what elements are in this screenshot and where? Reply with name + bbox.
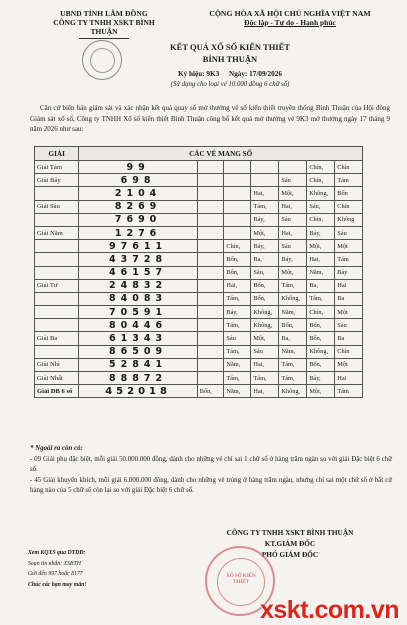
digit-word [197, 332, 224, 345]
prize-name [35, 240, 79, 253]
col-numbers-header: CÁC VÉ MANG SỐ [79, 147, 363, 161]
prize-name: Giải Sáu [35, 200, 79, 213]
digit-word: Chín, [307, 174, 335, 187]
digit-word: Hai, [307, 253, 335, 266]
digit-word: Sáu [224, 332, 251, 345]
intro-paragraph: Căn cứ biên bản giám sát và xác nhận kết quả quay số mở thưởng vé số kiến thiết truyền thống Bình Thuận của Hội đồng Giám sát xổ số, Công ty TNHH Xổ số kiến thiết Bình Thuận công bố kết quả mở thưởng vé 9K3 mở thưởng ngày 17 tháng 9 năm 2026 như sau: [30, 104, 390, 133]
digit-word [251, 174, 279, 187]
digit-word: Bảy, [307, 226, 335, 239]
prize-name [35, 253, 79, 266]
winning-number: 452018 [79, 385, 197, 398]
digit-word: Năm, [224, 358, 251, 371]
digit-word: Ba, [279, 332, 307, 345]
digit-word: Không, [279, 292, 307, 305]
winning-number: 97611 [79, 240, 197, 253]
digit-word: Bốn, [307, 332, 335, 345]
draw-date: Ngày: 17/09/2026 [229, 70, 282, 78]
digit-word: Bốn, [251, 292, 279, 305]
digit-word [224, 174, 251, 187]
winning-number: 7690 [79, 213, 197, 226]
digit-word: Tám, [307, 292, 335, 305]
digit-word [197, 345, 224, 358]
digit-word: Tám, [224, 319, 251, 332]
digit-word [197, 372, 224, 385]
issuer-line2: CÔNG TY TNHH XSKT BÌNH THUẬN [53, 18, 155, 36]
winning-number: 2104 [79, 187, 197, 200]
issuer-header [44, 9, 164, 39]
table-row [35, 240, 363, 253]
digit-word: Năm, [307, 266, 335, 279]
digit-word: Một, [307, 385, 335, 398]
winning-number: 1276 [79, 226, 197, 239]
digit-word: Hai, [279, 200, 307, 213]
table-row [35, 174, 363, 187]
national-motto-line2: Độc lập - Tự do - Hạnh phúc [244, 18, 336, 27]
digit-word: Tám, [251, 200, 279, 213]
digit-word: Chín [335, 161, 363, 174]
additional-heading: * Ngoài ra còn có: [30, 445, 83, 452]
winning-number: 24832 [79, 279, 197, 292]
digit-word [197, 306, 224, 319]
digit-word: Bốn, [224, 253, 251, 266]
sms-line3: Gửi đến 997 hoặc 8177 [28, 571, 83, 577]
winning-number: 70591 [79, 306, 197, 319]
prize-name: Giải Năm [35, 226, 79, 239]
digit-word: Ba, [251, 253, 279, 266]
digit-word [197, 253, 224, 266]
additional-prize-2: - 45 Giải khuyến khích, mỗi giải 6.000.000 đồng, dành cho những vé trúng ở hàng trăm ngàn, nhưng chỉ sai một chữ số ở bất cứ hàng nào của 5 chữ số còn lại so với giải Đặc biệt 6 chữ số. [30, 476, 392, 494]
issuer-line1: UBND TỈNH LÂM ĐỒNG [60, 9, 148, 18]
digit-word [197, 161, 224, 174]
digit-word: Chín [335, 200, 363, 213]
digit-word: Bảy, [224, 306, 251, 319]
winning-number: 698 [79, 174, 197, 187]
prize-name [35, 292, 79, 305]
digit-word: Không, [307, 187, 335, 200]
digit-word [224, 226, 251, 239]
digit-word [224, 200, 251, 213]
digit-word: Tám, [279, 372, 307, 385]
digit-word: Tám [335, 253, 363, 266]
ticket-meta [120, 70, 340, 78]
digit-word: Hai, [251, 358, 279, 371]
digit-word: Một, [251, 226, 279, 239]
digit-word [197, 187, 224, 200]
digit-word: Tám, [251, 372, 279, 385]
sign-role2: PHÓ GIÁM ĐỐC [261, 550, 319, 559]
digit-word: Tám, [224, 292, 251, 305]
table-row [35, 385, 363, 398]
table-row [35, 266, 363, 279]
digit-word: Hai, [279, 226, 307, 239]
digit-word: Ba [335, 332, 363, 345]
prize-name [35, 345, 79, 358]
document-title [120, 41, 340, 65]
digit-word: Bốn, [307, 358, 335, 371]
digit-word: Chín, [307, 306, 335, 319]
digit-word [197, 358, 224, 371]
digit-word: Năm, [279, 345, 307, 358]
table-header [35, 147, 363, 161]
digit-word: Sáu [335, 226, 363, 239]
table-row [35, 213, 363, 226]
digit-word [197, 319, 224, 332]
digit-word [251, 161, 279, 174]
digit-word: Tám, [279, 279, 307, 292]
digit-word [224, 161, 251, 174]
digit-word [197, 200, 224, 213]
digit-word: Một, [307, 240, 335, 253]
digit-word: Bốn, [251, 279, 279, 292]
sign-role1: KT.GIÁM ĐỐC [264, 539, 316, 548]
digit-word: Một, [251, 332, 279, 345]
digit-word: Sáu [279, 213, 307, 226]
sms-line1: Xem KQXS qua DTDĐ: [28, 550, 86, 556]
national-motto-line1: CỘNG HÒA XÃ HỘI CHỦ NGHĨA VIỆT NAM [209, 9, 371, 18]
prize-name: Giải Tư [35, 279, 79, 292]
digit-word: Một, [279, 187, 307, 200]
digit-word: Chín [335, 345, 363, 358]
digit-word [197, 240, 224, 253]
digit-word: Hai [335, 372, 363, 385]
prize-name: Giải Nhì [35, 358, 79, 371]
digit-word: Hai, [224, 279, 251, 292]
digit-word: Bảy, [251, 213, 279, 226]
winning-number: 99 [79, 161, 197, 174]
digit-word: Không [335, 213, 363, 226]
prize-name [35, 306, 79, 319]
digit-word: Bảy, [307, 372, 335, 385]
seal-emblem [82, 40, 122, 80]
digit-word [197, 174, 224, 187]
title-line1: KẾT QUẢ XỔ SỐ KIẾN THIẾT [170, 42, 290, 52]
digit-word [279, 161, 307, 174]
sms-line2: Soạn tin nhắn: XSBTH [28, 560, 81, 567]
prize-name [35, 187, 79, 200]
digit-word [197, 226, 224, 239]
prize-name: Giải Tám [35, 161, 79, 174]
prize-name [35, 319, 79, 332]
digit-word: Năm, [224, 385, 251, 398]
digit-word: Bốn, [197, 385, 224, 398]
prize-name [35, 213, 79, 226]
ticket-code: Ký hiệu: 9K3 [178, 70, 220, 78]
digit-word: Bốn, [279, 319, 307, 332]
table-row [35, 200, 363, 213]
digit-word: Năm, [279, 306, 307, 319]
digit-word [224, 187, 251, 200]
digit-word: Bảy [335, 266, 363, 279]
digit-word: Tám [335, 385, 363, 398]
winning-number: 84083 [79, 292, 197, 305]
winning-number: 43728 [79, 253, 197, 266]
table-row [35, 253, 363, 266]
digit-word: Một [335, 240, 363, 253]
divider [79, 38, 129, 39]
brand-watermark: xskt.com.vn [260, 596, 400, 624]
digit-word: Không, [251, 319, 279, 332]
digit-word: Sáu [279, 240, 307, 253]
digit-word: Tám [335, 174, 363, 187]
prize-name [35, 266, 79, 279]
digit-word: Sáu, [251, 266, 279, 279]
winning-number: 86509 [79, 345, 197, 358]
digit-word [224, 213, 251, 226]
digit-word: Hai, [251, 385, 279, 398]
digit-word: Sáu [251, 345, 279, 358]
results-body [35, 161, 363, 398]
digit-word: Một [335, 358, 363, 371]
col-prize-header: GIẢI [35, 147, 79, 161]
digit-word: Tám, [224, 372, 251, 385]
table-row [35, 345, 363, 358]
table-row [35, 306, 363, 319]
digit-word: Chín, [224, 240, 251, 253]
digit-word: Bốn [335, 187, 363, 200]
national-header [190, 9, 390, 27]
digit-word: Bốn, [307, 319, 335, 332]
winning-number: 80446 [79, 319, 197, 332]
digit-word [197, 279, 224, 292]
results-table [34, 146, 363, 398]
digit-word: Sáu [335, 319, 363, 332]
table-row [35, 358, 363, 371]
sms-line4: Chúc các bạn may mắn! [28, 581, 87, 588]
digit-word: Hai [335, 279, 363, 292]
winning-number: 46157 [79, 266, 197, 279]
ticket-note: (Sử dụng cho loại vé 10.000 đồng 6 chữ số) [170, 81, 290, 88]
winning-number: 52841 [79, 358, 197, 371]
digit-word: Sáu [279, 174, 307, 187]
winning-number: 88872 [79, 372, 197, 385]
prize-name: Giải Nhất [35, 372, 79, 385]
digit-word: Không, [279, 385, 307, 398]
digit-word: Ba [335, 292, 363, 305]
digit-word: Tám, [279, 358, 307, 371]
title-line2: BÌNH THUẬN [202, 54, 258, 64]
digit-word [197, 266, 224, 279]
digit-word: Chín, [307, 213, 335, 226]
winning-number: 61343 [79, 332, 197, 345]
additional-prize-1: - 09 Giải phụ đặc biệt, mỗi giải 50.000.000 đồng, dành cho những vé chỉ sai 1 chữ số ở hàng trăm ngàn so với giải Đặc biệt 6 chữ số. [30, 455, 392, 473]
company-stamp: XỔ SỐ KIẾN THIẾT [205, 546, 275, 616]
prize-name: Giải Bảy [35, 174, 79, 187]
digit-word: Không, [307, 345, 335, 358]
digit-word [197, 213, 224, 226]
digit-word: Một, [279, 266, 307, 279]
digit-word [197, 292, 224, 305]
table-row [35, 226, 363, 239]
digit-word: Hai, [251, 187, 279, 200]
digit-word: Ba, [307, 279, 335, 292]
table-row [35, 292, 363, 305]
digit-word: Chín, [307, 161, 335, 174]
table-row [35, 319, 363, 332]
digit-word: Bốn, [224, 266, 251, 279]
digit-word: Không, [251, 306, 279, 319]
digit-word: Bảy, [279, 253, 307, 266]
winning-number: 8269 [79, 200, 197, 213]
digit-word: Sáu, [307, 200, 335, 213]
additional-prizes [30, 444, 392, 497]
table-row [35, 332, 363, 345]
prize-name: Giải Ba [35, 332, 79, 345]
table-row [35, 161, 363, 174]
digit-word: Tám, [224, 345, 251, 358]
table-row [35, 372, 363, 385]
digit-word: Bảy, [251, 240, 279, 253]
table-row [35, 279, 363, 292]
sms-info [28, 548, 128, 590]
prize-name: Giải ĐB 6 số [35, 385, 79, 398]
sign-company: CÔNG TY TNHH XSKT BÌNH THUẬN [226, 528, 354, 537]
digit-word: Một [335, 306, 363, 319]
table-row [35, 187, 363, 200]
